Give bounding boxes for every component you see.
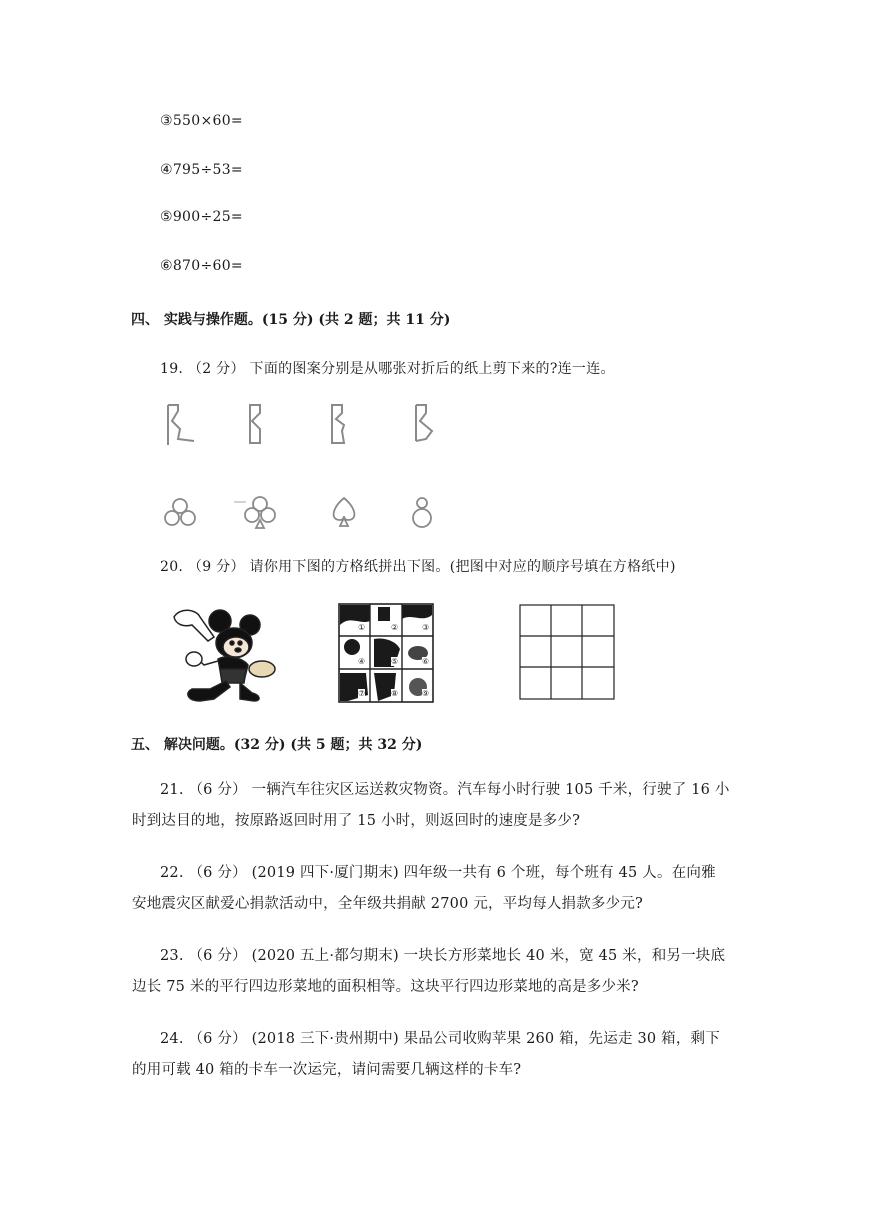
- question-line: 时到达目的地，按原路返回时用了 15 小时，则返回时的速度是多少?: [132, 813, 581, 829]
- calc-item-4: ④795÷53=: [160, 162, 243, 178]
- question-23: [132, 941, 774, 1003]
- section-4-heading: 四、 实践与操作题。(15 分) (共 2 题；共 11 分): [131, 312, 451, 328]
- puzzle-label: ③: [422, 623, 430, 632]
- question-22: [132, 858, 774, 920]
- question-19: 19. （2 分） 下面的图案分别是从哪张对折后的纸上剪下来的?连一连。: [160, 361, 615, 377]
- question-line: 24. （6 分） (2018 三下·贵州期中) 果品公司收购苹果 260 箱，先运走 30 箱，剩下: [160, 1031, 720, 1047]
- puzzle-label: ①: [358, 623, 366, 632]
- calc-item-3: ③550×60=: [160, 113, 243, 129]
- section-5-heading: 五、 解决问题。(32 分) (共 5 题；共 32 分): [131, 737, 423, 753]
- puzzle-label: ④: [358, 657, 366, 666]
- empty-answer-grid: [519, 604, 615, 700]
- scrambled-puzzle-grid: [338, 603, 434, 703]
- mickey-picture: [170, 603, 280, 703]
- question-20: 20. （9 分） 请你用下图的方格纸拼出下图。(把图中对应的顺序号填在方格纸中): [160, 559, 676, 575]
- cutout-shapes: [150, 490, 450, 534]
- question-line: 边长 75 米的平行四边形菜地的面积相等。这块平行四边形菜地的高是多少米?: [132, 979, 639, 995]
- calc-item-6: ⑥870÷60=: [160, 258, 243, 274]
- calc-item-5: ⑤900÷25=: [160, 209, 243, 225]
- question-21: [132, 775, 774, 837]
- question-line: 21. （6 分） 一辆汽车往灾区运送救灾物资。汽车每小时行驶 105 千米，行驶了 16 小: [160, 782, 730, 798]
- question-line: 安地震灾区献爱心捐款活动中，全年级共捐献 2700 元，平均每人捐款多少元?: [132, 896, 643, 912]
- puzzle-label: ⑤: [391, 657, 399, 666]
- puzzle-label: ⑧: [391, 689, 399, 698]
- folded-paper-figures: [150, 395, 450, 455]
- question-line: 22. （6 分） (2019 四下·厦门期末) 四年级一共有 6 个班，每个班有 45 人。在向雅: [160, 865, 716, 881]
- puzzle-label: ⑥: [422, 657, 430, 666]
- question-line: 23. （6 分） (2020 五上·都匀期末) 一块长方形菜地长 40 米，宽 45 米，和另一块底: [160, 948, 726, 964]
- question-24: [132, 1024, 774, 1086]
- puzzle-number-labels: [338, 603, 434, 703]
- puzzle-label: ⑨: [422, 689, 430, 698]
- question-line: 的用可载 40 箱的卡车一次运完，请问需要几辆这样的卡车?: [132, 1062, 522, 1078]
- puzzle-label: ②: [391, 623, 399, 632]
- puzzle-label: ⑦: [358, 689, 366, 698]
